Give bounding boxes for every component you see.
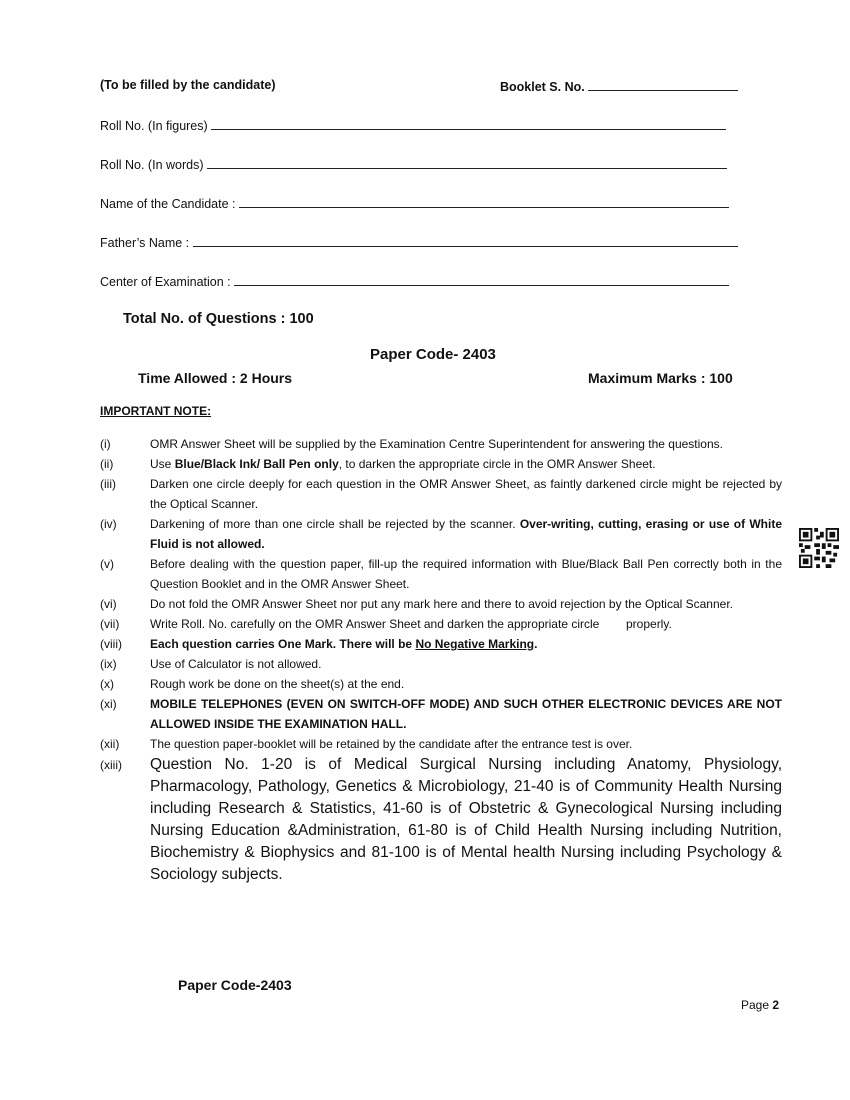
paper-code-title: Paper Code- 2403 <box>370 346 496 363</box>
text-part: , to darken the appropriate circle in the OMR Answer Sheet. <box>338 457 656 471</box>
exam-center-field[interactable] <box>100 273 729 289</box>
item-number: (ii) <box>100 457 114 471</box>
item-text: Rough work be done on the sheet(s) at the end. <box>150 677 405 691</box>
field-label: Center of Examination : <box>100 275 231 289</box>
item-text: Use of Calculator is not allowed. <box>150 657 322 671</box>
total-questions: Total No. of Questions : 100 <box>123 311 314 327</box>
list-item <box>100 694 782 734</box>
item-number: (i) <box>100 437 111 451</box>
underlined-text: No Negative Marking <box>415 637 535 651</box>
item-text <box>150 514 782 554</box>
item-text: MOBILE TELEPHONES (EVEN ON SWITCH-OFF MODE) AND SUCH OTHER ELECTRONIC DEVICES ARE NOT ALLOWED INSIDE THE EXAMINATION HALL. <box>150 697 782 731</box>
item-number: (iv) <box>100 517 117 531</box>
roll-no-figures-field[interactable] <box>100 117 726 133</box>
item-text: Write Roll. No. carefully on the OMR Answer Sheet and darken the appropriate circle properly. <box>150 617 672 631</box>
item-number: (v) <box>100 557 114 571</box>
field-label: Name of the Candidate : <box>100 197 236 211</box>
footer-paper-code: Paper Code-2403 <box>178 977 292 993</box>
item-text <box>150 454 782 474</box>
candidate-fill-heading: (To be filled by the candidate) <box>100 78 276 92</box>
booklet-serial-field[interactable] <box>500 78 738 94</box>
item-text <box>150 634 782 654</box>
maximum-marks: Maximum Marks : 100 <box>588 370 733 386</box>
field-label: Roll No. (In figures) <box>100 119 208 133</box>
candidate-name-field[interactable] <box>100 195 729 211</box>
item-number: (xii) <box>100 737 120 751</box>
item-number: (xi) <box>100 697 117 711</box>
text-part: . <box>534 637 538 651</box>
time-allowed: Time Allowed : 2 Hours <box>138 370 293 386</box>
instructions-list <box>100 434 782 886</box>
list-item <box>100 594 782 614</box>
page-number <box>741 998 779 1012</box>
list-item <box>100 614 782 634</box>
qr-code-icon <box>799 528 839 568</box>
item-number: (vi) <box>100 597 117 611</box>
item-number: (iii) <box>100 477 116 491</box>
father-name-field[interactable] <box>100 234 738 250</box>
item-number: (x) <box>100 677 114 691</box>
field-label: Roll No. (In words) <box>100 158 204 172</box>
item-text: OMR Answer Sheet will be supplied by the Examination Centre Superintendent for answering the questions. <box>150 437 723 451</box>
item-number: (viii) <box>100 637 122 651</box>
bold-text: Over-writing, cutting, erasing or use of White Fluid is not allowed. <box>150 517 782 551</box>
item-text: Question No. 1-20 is of Medical Surgical Nursing including Anatomy, Physiology, Pharmacology, Pathology, Genetics & Microbiology, 21-40 is of Community Health Nursing including Research & Statistics, 41-60 is of Obstetric & Gynecological Nursing including Nursing Education &Administration, 61-80 is of Child Health Nursing including Nutrition, Biochemistry & Biophysics and 81-100 is of Mental health Nursing including Psychology & Sociology subjects. <box>150 756 782 883</box>
item-number: (ix) <box>100 657 117 671</box>
list-item <box>100 654 782 674</box>
bold-text: Blue/Black Ink/ Ball Pen only <box>174 457 339 471</box>
list-item <box>100 434 782 454</box>
list-item <box>100 674 782 694</box>
list-item <box>100 634 782 654</box>
item-number: (vii) <box>100 617 120 631</box>
text-part: Darkening of more than one circle shall be rejected by the scanner. <box>150 517 520 531</box>
bold-text: Each question carries One Mark. There will be <box>150 637 416 651</box>
list-item <box>100 514 782 554</box>
list-item <box>100 734 782 754</box>
list-item <box>100 754 782 886</box>
roll-no-words-field[interactable] <box>100 156 727 172</box>
item-text: Darken one circle deeply for each question in the OMR Answer Sheet, as faintly darkened circle might be rejected by the Optical Scanner. <box>150 477 782 511</box>
field-label: Father’s Name : <box>100 236 190 250</box>
page-number-value: 2 <box>772 998 780 1012</box>
list-item <box>100 474 782 514</box>
page-label: Page <box>741 998 770 1012</box>
text-part: Use <box>150 457 175 471</box>
item-text: Before dealing with the question paper, fill-up the required information with Blue/Black Ball Pen correctly both in the Question Booklet and in the OMR Answer Sheet. <box>150 557 782 591</box>
important-note-heading: IMPORTANT NOTE: <box>100 404 212 418</box>
item-number: (xiii) <box>100 758 122 772</box>
item-text: The question paper-booklet will be retained by the candidate after the entrance test is over. <box>150 737 633 751</box>
list-item <box>100 554 782 594</box>
booklet-serial-label: Booklet S. No. <box>500 80 585 94</box>
list-item <box>100 454 782 474</box>
item-text: Do not fold the OMR Answer Sheet nor put any mark here and there to avoid rejection by the Optical Scanner. <box>150 597 733 611</box>
